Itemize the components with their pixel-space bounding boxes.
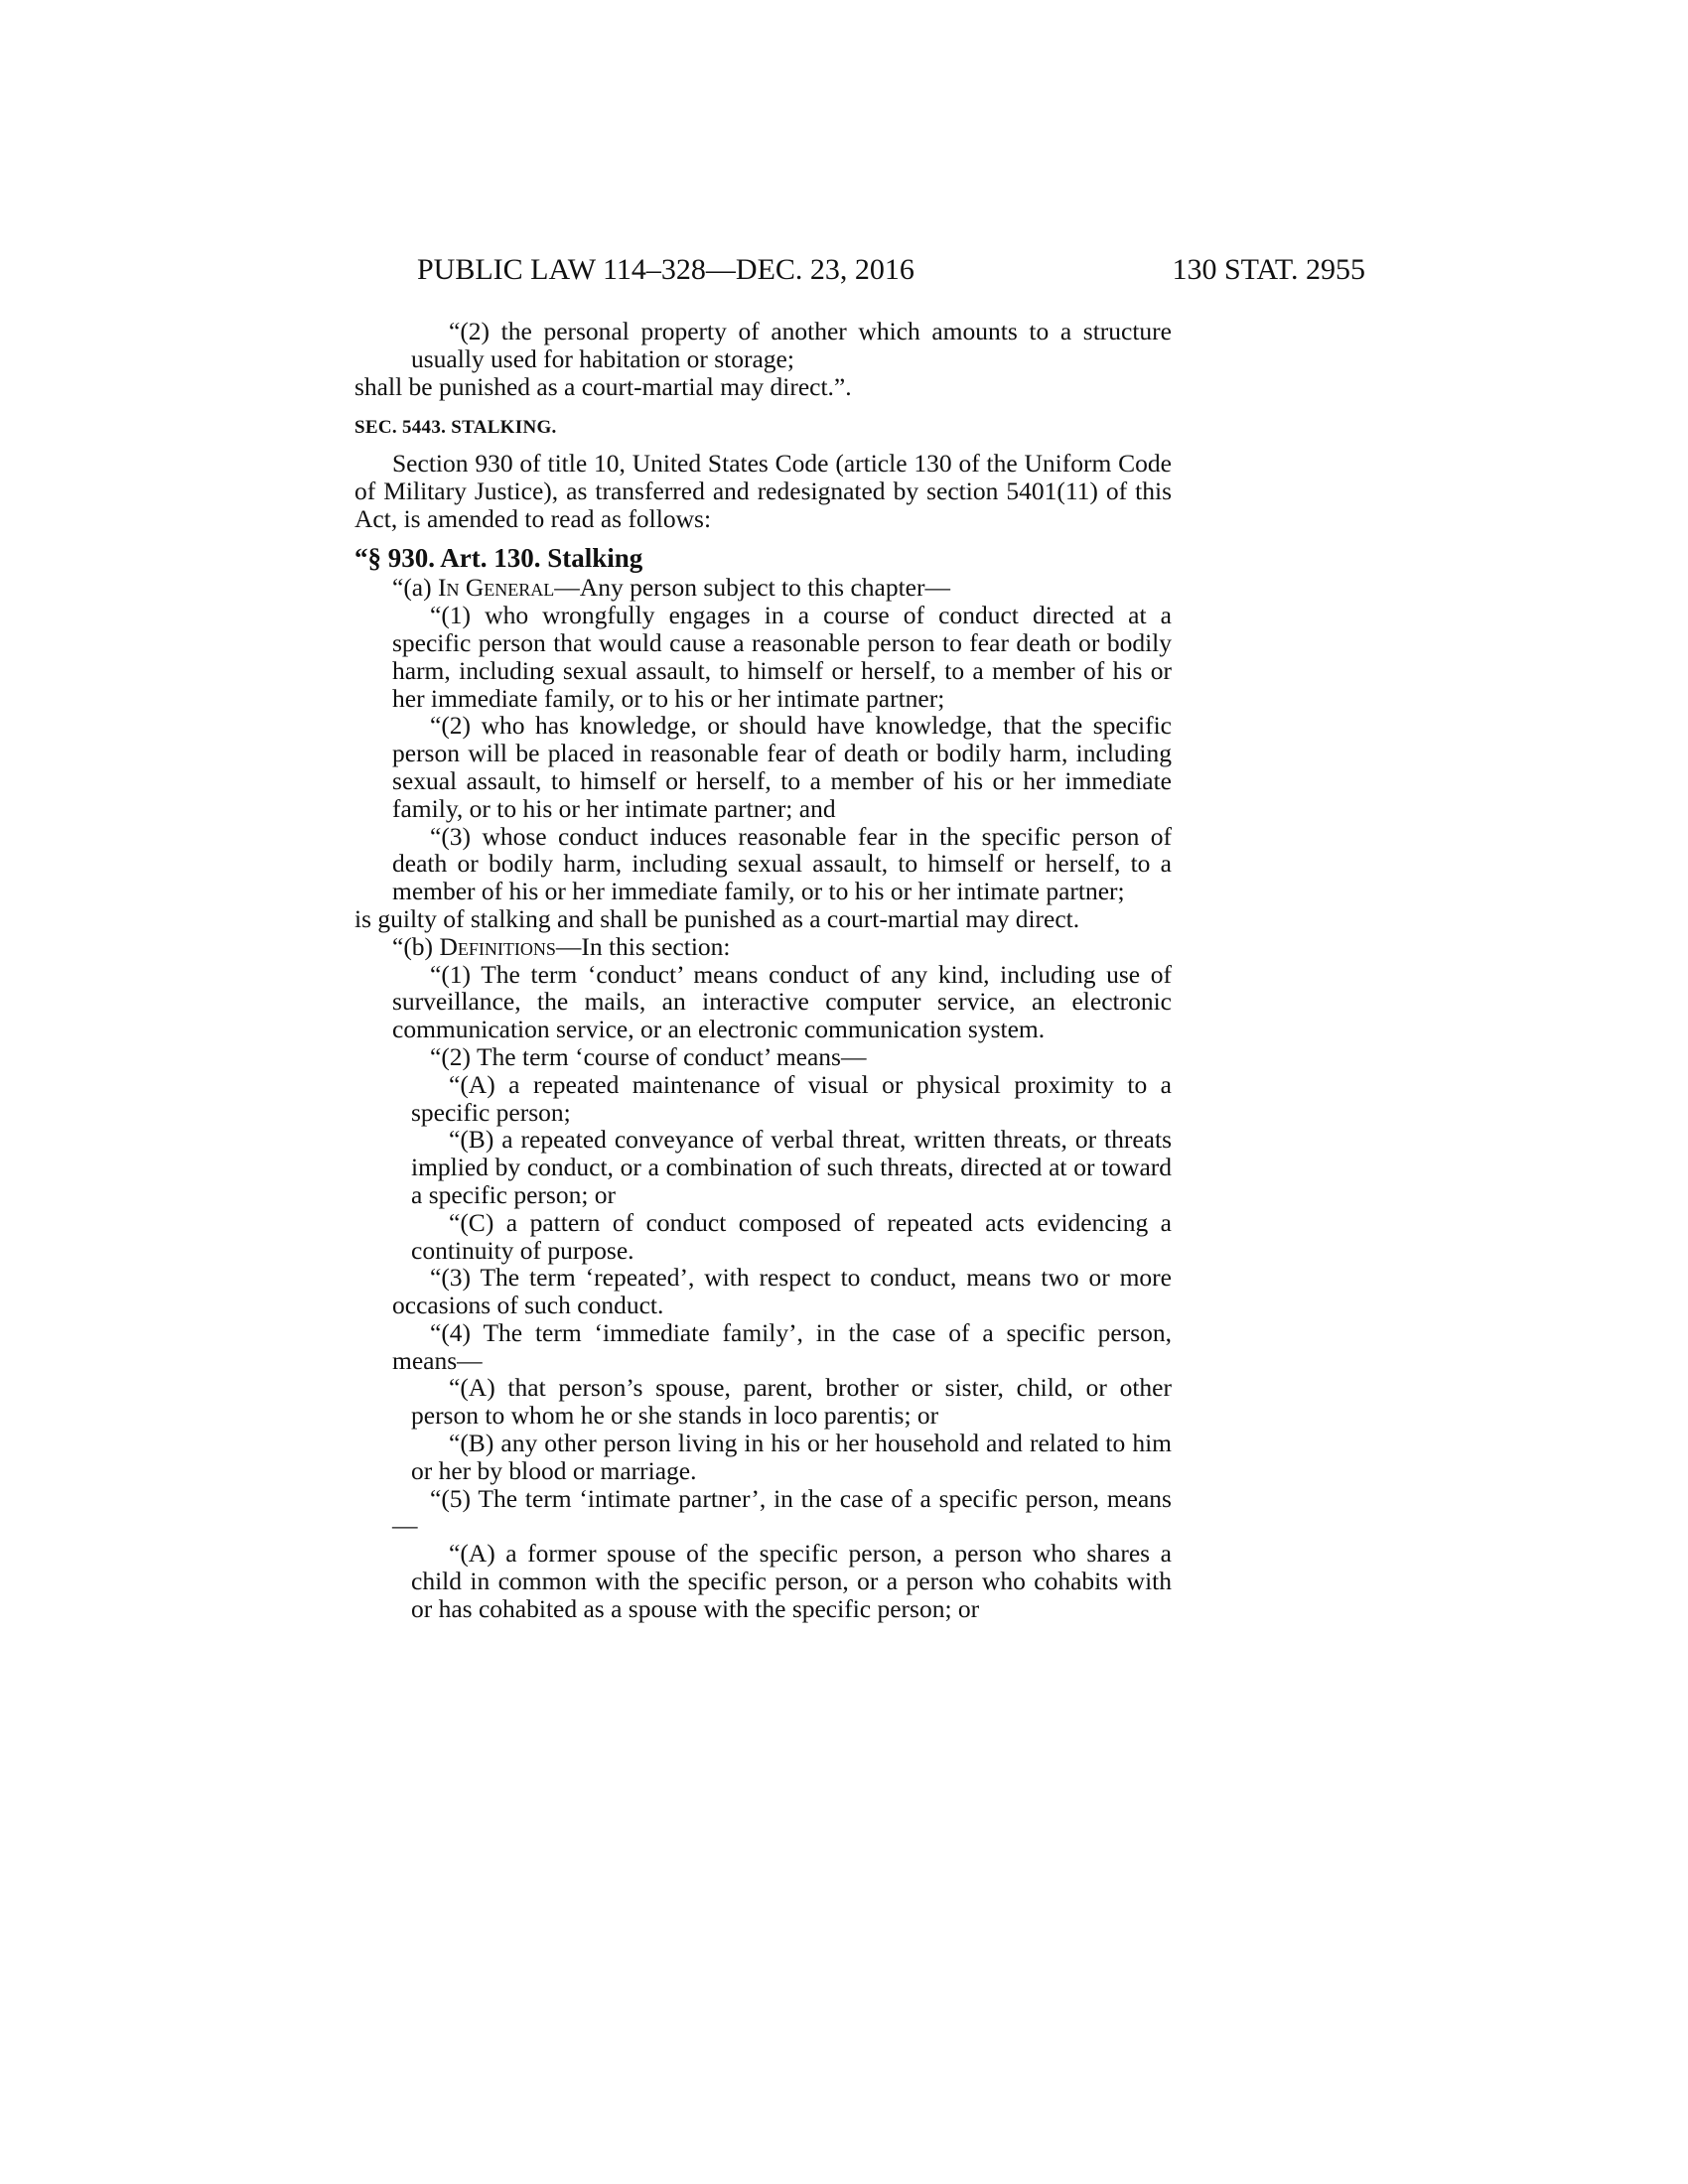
paragraph: “(1) The term ‘conduct’ means conduct of any kind, including use of surveillance, the mails, an interactive computer service, an electronic communication service, or an electronic communication system. (392, 959, 1172, 1044)
paragraph: “(4) The term ‘immediate family’, in the case of a specific person, means— (392, 1317, 1172, 1375)
paragraph: Section 930 of title 10, United States Code (article 130 of the Uniform Code of Military Justice), as transferred and redesignated by section 5401(11) of this Act, is amended to read as follows: (354, 449, 1172, 533)
page-header (417, 250, 1365, 290)
paragraph: “(B) any other person living in his or her household and related to him or her by blood or marriage. (411, 1429, 1172, 1485)
paragraph: “(2) The term ‘course of conduct’ means— (430, 1041, 867, 1071)
subsection-a-heading: In General (438, 573, 555, 603)
section-heading: SEC. 5443. STALKING. (354, 417, 557, 439)
subsection-a (354, 574, 1172, 602)
paragraph: is guilty of stalking and shall be punished as a court-martial may direct. (354, 903, 1080, 933)
paragraph: “(3) whose conduct induces reasonable fear in the specific person of death or bodily harm, including sexual assault, to himself or herself, to a member of his or her immediate family, or to his or her intimate partner; (392, 821, 1172, 906)
paragraph: “(B) a repeated conveyance of verbal threat, written threats, or threats implied by conduct, or a combination of such threats, directed at or toward a specific person; or (411, 1125, 1172, 1209)
subsection-a-prefix: “(a) (392, 573, 438, 603)
subsection-b-prefix: “(b) (392, 931, 440, 961)
statute-page-number: 130 STAT. 2955 (1172, 253, 1365, 286)
paragraph: “(A) a former spouse of the specific person, a person who shares a child in common with the specific person, or a person who cohabits with or has cohabited as a spouse with the specific person; or (411, 1539, 1172, 1623)
subsection-b-heading: Definitions (439, 931, 556, 961)
paragraph: “(3) The term ‘repeated’, with respect to conduct, means two or more occasions of such conduct. (392, 1263, 1172, 1320)
paragraph: “(1) who wrongfully engages in a course of conduct directed at a specific person that would cause a reasonable person to fear death or bodily harm, including sexual assault, to himself or herself, to a member of his or her immediate family, or to his or her intimate partner; (392, 601, 1172, 713)
subsection-b-text: —In this section: (555, 931, 731, 961)
article-heading: “§ 930. Art. 130. Stalking (354, 542, 643, 573)
subsection-a-text: —Any person subject to this chapter— (554, 573, 950, 603)
subsection-b (354, 933, 1172, 961)
paragraph: “(2) the personal property of another which amounts to a structure usually used for habitation or storage; (411, 317, 1172, 373)
paragraph: “(2) who has knowledge, or should have knowledge, that the specific person will be placed in reasonable fear of death or bodily harm, including sexual assault, to himself or herself, to a member of his or her immediate family, or to his or her intimate partner; and (392, 711, 1172, 823)
running-head-title: PUBLIC LAW 114–328—DEC. 23, 2016 (417, 253, 914, 286)
paragraph: “(C) a pattern of conduct composed of repeated acts evidencing a continuity of purpose. (411, 1207, 1172, 1265)
paragraph: shall be punished as a court-martial may direct.”. (354, 371, 852, 401)
paragraph: “(A) that person’s spouse, parent, brother or sister, child, or other person to whom he or she stands in loco parentis; or (411, 1373, 1172, 1431)
paragraph: “(5) The term ‘intimate partner’, in the case of a specific person, means— (392, 1483, 1172, 1541)
paragraph: “(A) a repeated maintenance of visual or physical proximity to a specific person; (411, 1069, 1172, 1127)
document-body (354, 318, 1172, 1623)
